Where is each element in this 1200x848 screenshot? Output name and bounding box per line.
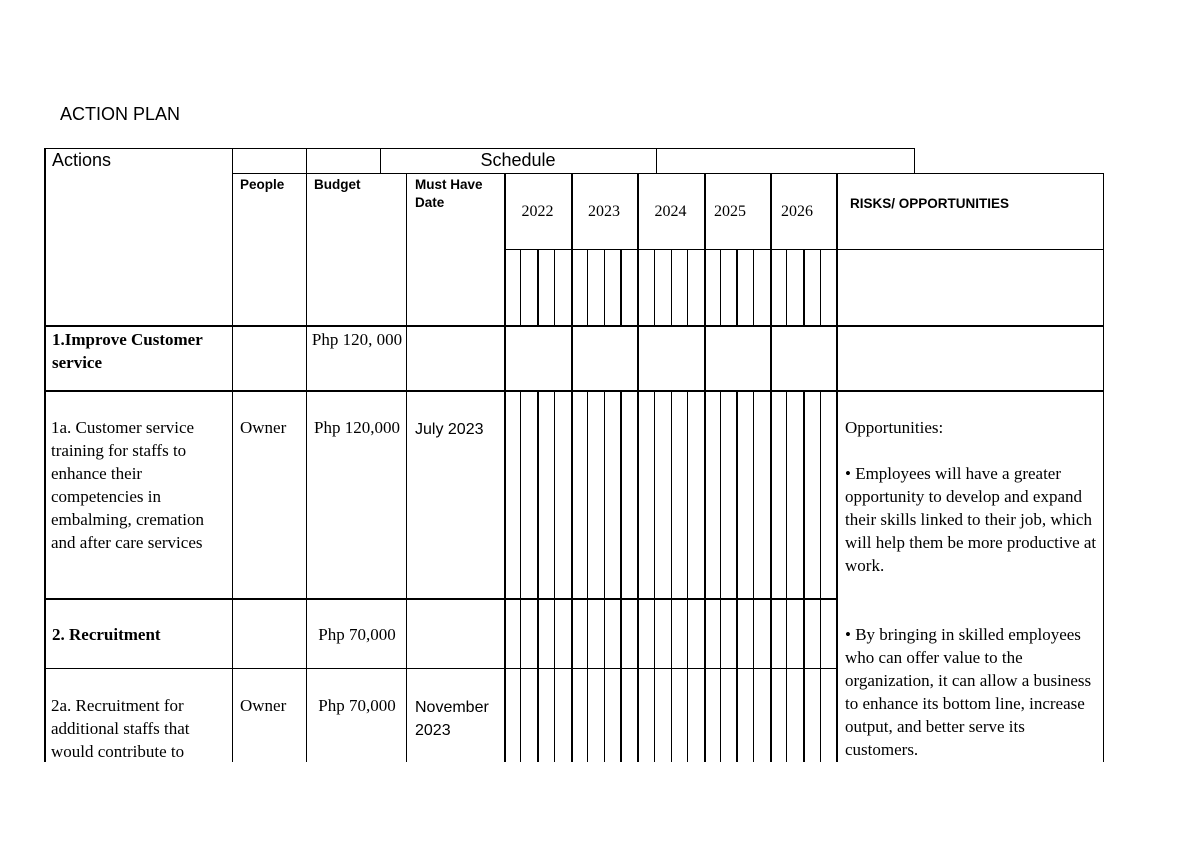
grid-line-v [786,249,787,325]
grid-line-v [232,148,233,762]
page-title: ACTION PLAN [60,104,181,124]
grid-line-v [537,390,539,762]
grid-line-v [803,390,805,762]
opportunity-point: • By bringing in skilled employees who can offer value to the organization, it can allow a business to enhance its bottom line, increase output, and better serve its customers. [845,625,1092,759]
grid-line-v [704,173,706,762]
grid-line-v [587,249,588,325]
grid-line-v [554,249,555,325]
budget-value: Php 70,000 [318,625,396,644]
grid-line-v [687,249,688,325]
grid-line-v [44,148,46,762]
grid-line-v [637,173,639,762]
action-text: 2a. Recruitment for additional staffs that would contribute to [51,696,190,761]
grid-line-v [803,249,805,325]
grid-line-v [820,390,821,762]
grid-line-v [786,390,787,762]
grid-line-v [406,173,407,762]
year-label: 2022 [521,203,554,220]
date-value: November 2023 [415,699,489,739]
people-value: Owner [240,418,287,437]
grid-line-v [604,249,605,325]
grid-line-v [306,148,307,762]
action-text: 1a. Customer service training for staffs to enhance their competencies in embalming, cremation and after care services [51,418,204,552]
grid-line-v [836,173,838,762]
grid-line-v [736,249,738,325]
grid-line-h [44,668,838,669]
grid-line-v [1103,173,1104,762]
grid-line-v [753,390,754,762]
date-value: July 2023 [415,421,484,438]
grid-line-v [736,390,738,762]
grid-line-v [504,173,506,762]
opportunity-point: • Employees will have a greater opportunity to develop and expand their skills linked to their job, which will help them be more productive at work. [845,464,1097,575]
year-label: 2025 [714,203,746,220]
header-people: People [240,177,285,192]
grid-line-v [820,249,821,325]
grid-line-v [720,249,721,325]
grid-line-v [520,249,521,325]
grid-line-v [604,390,605,762]
grid-line-v [656,148,657,174]
grid-line-v [753,249,754,325]
grid-line-h [233,173,1104,174]
grid-line-v [720,390,721,762]
grid-line-h [44,598,838,600]
people-value: Owner [240,696,287,715]
action-text: 1.Improve Customer service [52,330,203,372]
grid-line-v [571,173,573,762]
grid-line-v [587,390,588,762]
year-label: 2023 [588,203,620,220]
grid-line-h [44,325,1104,327]
grid-line-v [620,390,622,762]
grid-line-h [44,390,1104,392]
grid-line-v [654,390,655,762]
grid-line-v [914,148,915,174]
budget-value: Php 120, 000 [311,330,403,349]
grid-line-v [554,390,555,762]
grid-line-v [620,249,622,325]
grid-line-v [671,390,672,762]
action-text: 2. Recruitment [52,625,161,644]
header-risks-opportunities: RISKS/ OPPORTUNITIES [850,196,1010,211]
header-must-have-date: Must Have Date [415,177,483,210]
header-budget: Budget [314,177,361,192]
grid-line-v [671,249,672,325]
grid-line-v [520,390,521,762]
budget-value: Php 70,000 [318,696,396,715]
opportunities-heading: Opportunities: [845,418,944,437]
year-label: 2026 [781,203,813,220]
year-label: 2024 [654,203,687,220]
header-actions: Actions [52,150,112,170]
grid-line-v [687,390,688,762]
budget-value: Php 120,000 [314,418,400,437]
grid-line-v [770,173,772,762]
grid-line-v [537,249,539,325]
header-schedule: Schedule [480,150,556,170]
grid-line-v [654,249,655,325]
